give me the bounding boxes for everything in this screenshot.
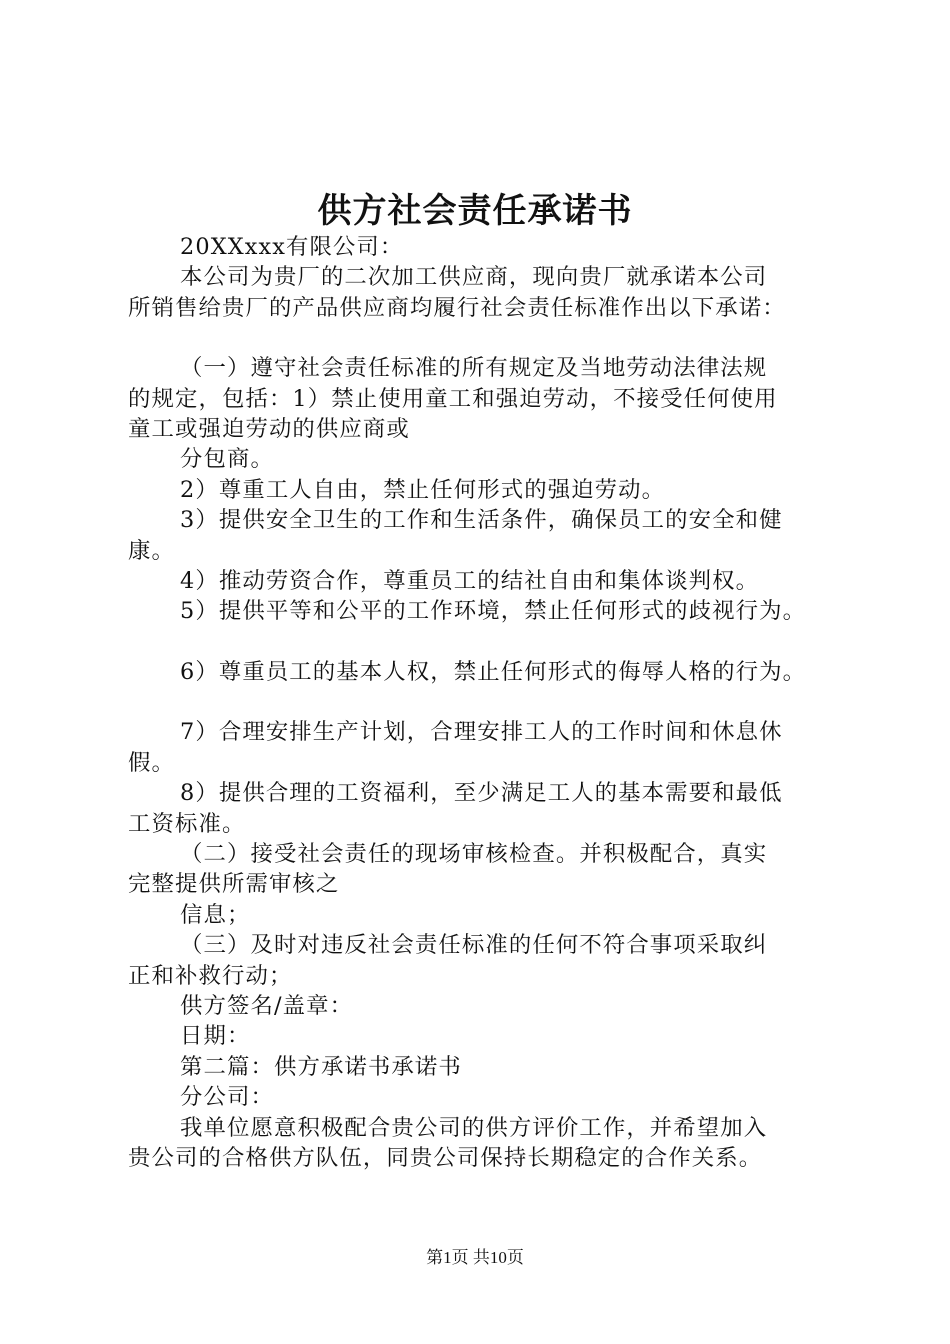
blank-line (128, 323, 848, 353)
date-line: 日期： (180, 1023, 251, 1050)
paragraph-line: 所销售给贵厂的产品供应商均履行社会责任标准作出以下承诺： (128, 294, 786, 321)
list-item-continuation: 康。 (128, 537, 175, 564)
paragraph-line: 的规定，包括：1）禁止使用童工和强迫劳动，不接受任何使用 (128, 385, 778, 412)
addressee-line: 20XXxxx有限公司： (180, 234, 404, 260)
blank-line (128, 687, 848, 717)
addressee-line: 分公司： (180, 1084, 274, 1111)
list-item: 4）推动劳资合作，尊重员工的结社自由和集体谈判权。 (180, 568, 760, 595)
list-item: 6）尊重员工的基本人权，禁止任何形式的侮辱人格的行为。 (180, 658, 807, 685)
paragraph-line: （一）遵守社会责任标准的所有规定及当地劳动法律法规 (180, 355, 768, 382)
paragraph-line: 贵公司的合格供方队伍，同贵公司保持长期稳定的合作关系。 (128, 1144, 763, 1171)
paragraph-line: 分包商。 (180, 446, 274, 473)
paragraph-line: （二）接受社会责任的现场审核检查。并积极配合，真实 (180, 840, 768, 867)
paragraph-line: 本公司为贵厂的二次加工供应商，现向贵厂就承诺本公司 (180, 264, 768, 291)
list-item-continuation: 工资标准。 (128, 810, 246, 837)
list-item: 8）提供合理的工资福利，至少满足工人的基本需要和最低 (180, 780, 783, 807)
paragraph-line: 完整提供所需审核之 (128, 871, 340, 898)
page-number: 第1页 共10页 (426, 1248, 524, 1267)
paragraph-line: 我单位愿意积极配合贵公司的供方评价工作，并希望加入 (180, 1114, 768, 1141)
paragraph-line: 童工或强迫劳动的供应商或 (128, 416, 410, 443)
list-item: 3）提供安全卫生的工作和生活条件，确保员工的安全和健 (180, 507, 783, 534)
list-item: 7）合理安排生产计划，合理安排工人的工作时间和休息休 (180, 719, 783, 746)
list-item-continuation: 假。 (128, 749, 175, 776)
blank-line (128, 627, 848, 657)
document-body (128, 232, 848, 1173)
document-title: 供方社会责任承诺书 (317, 191, 633, 231)
section-heading: 第二篇：供方承诺书承诺书 (180, 1053, 462, 1080)
paragraph-line: 信息； (180, 901, 251, 928)
list-item: 2）尊重工人自由，禁止任何形式的强迫劳动。 (180, 476, 666, 503)
paragraph-line: 正和补救行动； (128, 962, 293, 989)
list-item: 5）提供平等和公平的工作环境，禁止任何形式的歧视行为。 (180, 598, 807, 625)
paragraph-line: （三）及时对违反社会责任标准的任何不符合事项采取纠 (180, 932, 768, 959)
signature-line: 供方签名/盖章： (180, 992, 354, 1019)
